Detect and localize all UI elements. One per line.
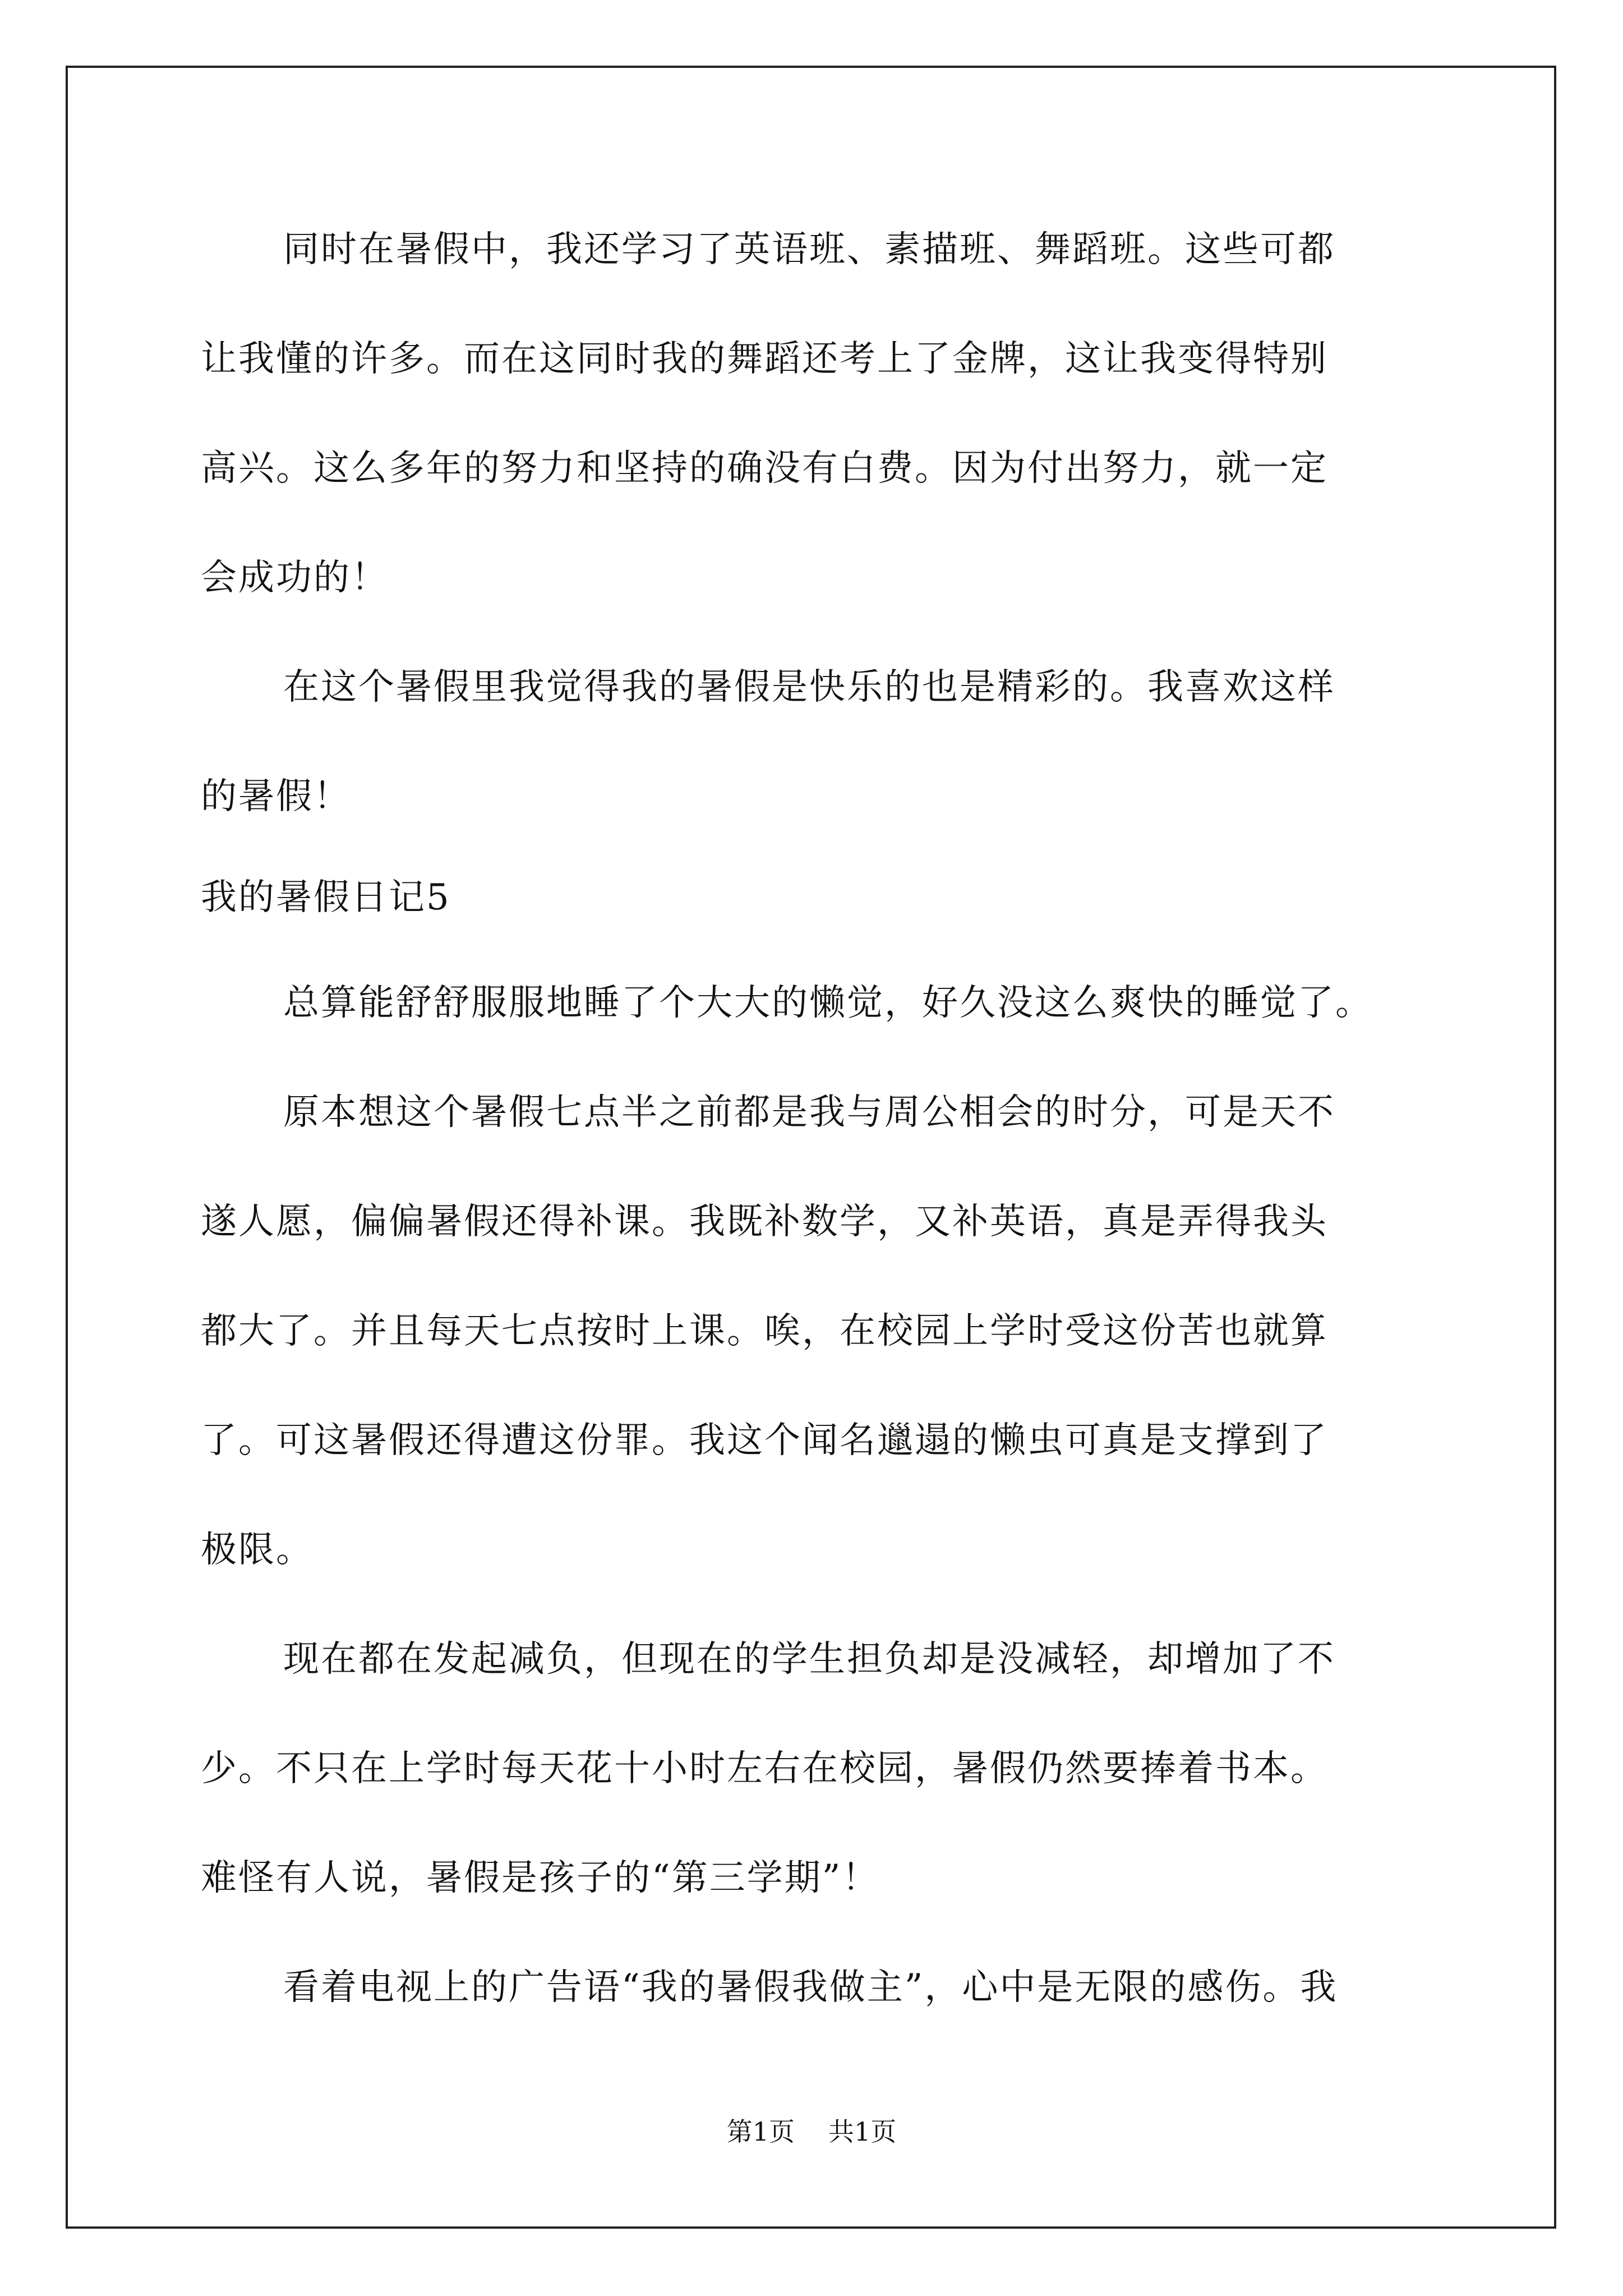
paragraph-line: 总算能舒舒服服地睡了个大大的懒觉，好久没这么爽快的睡觉了。 bbox=[283, 982, 1373, 1024]
paragraph-line: 极限。 bbox=[201, 1529, 313, 1571]
paragraph-line: 在这个暑假里我觉得我的暑假是快乐的也是精彩的。我喜欢这样 bbox=[283, 666, 1335, 708]
section-heading: 我的暑假日记5 bbox=[201, 877, 451, 918]
paragraph-line: 了。可这暑假还得遭这份罪。我这个闻名邋遢的懒虫可真是支撑到了 bbox=[201, 1420, 1328, 1461]
paragraph-line: 都大了。并且每天七点按时上课。唉，在校园上学时受这份苦也就算 bbox=[201, 1310, 1328, 1352]
paragraph-line: 原本想这个暑假七点半之前都是我与周公相会的时分，可是天不 bbox=[283, 1092, 1335, 1133]
page-number: 第1页 bbox=[726, 2116, 795, 2147]
paragraph-line: 会成功的！ bbox=[201, 557, 389, 599]
paragraph-line: 遂人愿，偏偏暑假还得补课。我既补数学，又补英语，真是弄得我头 bbox=[201, 1201, 1328, 1243]
paragraph-line: 高兴。这么多年的努力和坚持的确没有白费。因为付出努力，就一定 bbox=[201, 448, 1328, 489]
paragraph-line: 的暑假！ bbox=[201, 776, 351, 817]
page-border bbox=[66, 66, 1556, 2229]
paragraph-line: 现在都在发起减负，但现在的学生担负却是没减轻，却增加了不 bbox=[283, 1639, 1335, 1680]
page-total: 共1页 bbox=[828, 2116, 897, 2147]
paragraph-line: 少。不只在上学时每天花十小时左右在校园，暑假仍然要捧着书本。 bbox=[201, 1748, 1328, 1789]
paragraph-line: 难怪有人说，暑假是孩子的“第三学期”！ bbox=[201, 1857, 880, 1899]
page-footer bbox=[0, 2115, 1623, 2148]
paragraph-line: 看着电视上的广告语“我的暑假我做主”，心中是无限的感伤。我 bbox=[283, 1967, 1338, 2008]
paragraph-line: 让我懂的许多。而在这同时我的舞蹈还考上了金牌，这让我变得特别 bbox=[201, 338, 1328, 380]
paragraph-line: 同时在暑假中，我还学习了英语班、素描班、舞蹈班。这些可都 bbox=[283, 229, 1335, 270]
